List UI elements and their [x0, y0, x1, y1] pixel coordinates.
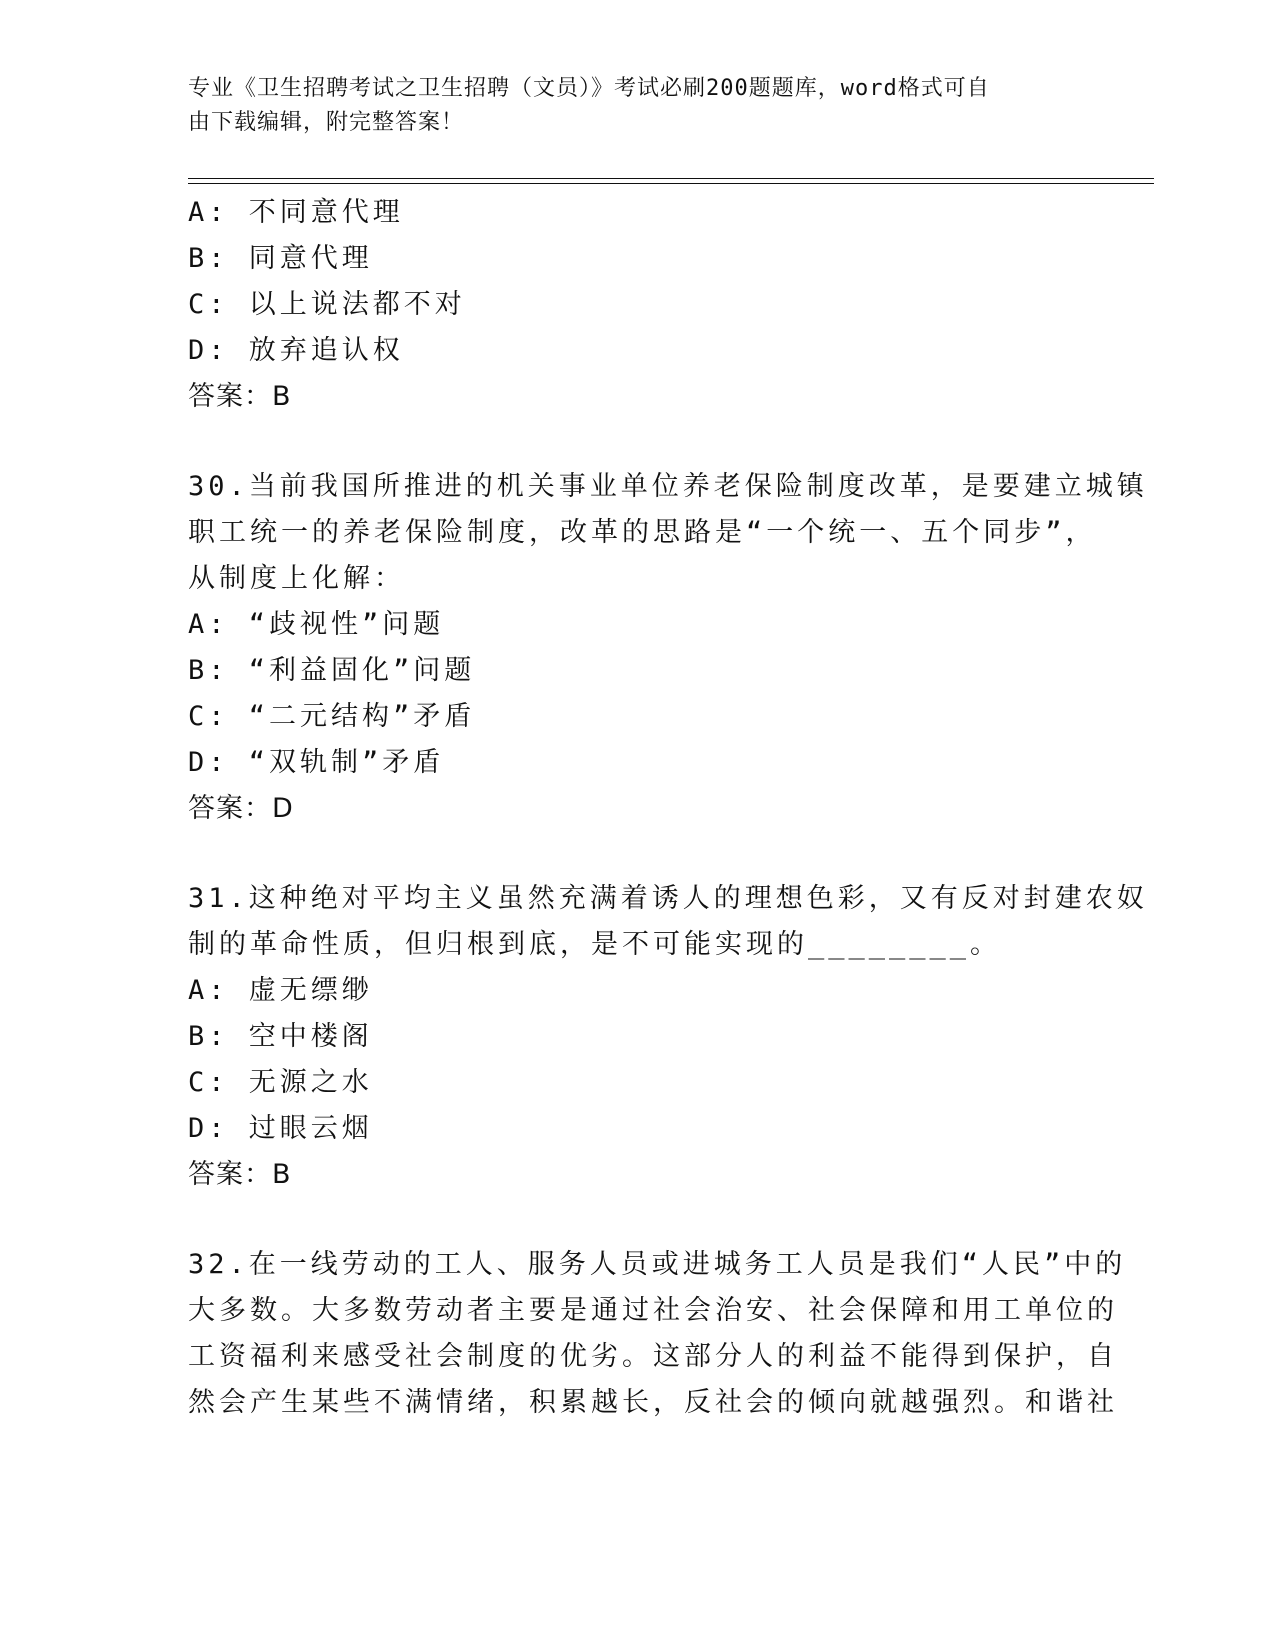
option-b: B: 同意代理: [188, 243, 373, 274]
option-d: D: 放弃追认权: [188, 335, 404, 366]
question-stem-line: 30.当前我国所推进的机关事业单位养老保险制度改革，是要建立城镇: [188, 471, 1148, 502]
option-c: C: “二元结构”矛盾: [188, 701, 476, 732]
option-c: C: 无源之水: [188, 1067, 373, 1098]
header-divider-bottom: [188, 183, 1154, 184]
answer-line: 答案：B: [188, 381, 292, 412]
question-stem-line: 大多数。大多数劳动者主要是通过社会治安、社会保障和用工单位的: [188, 1295, 1118, 1326]
question-stem-line: 然会产生某些不满情绪，积累越长，反社会的倾向就越强烈。和谐社: [188, 1387, 1118, 1418]
question-stem-line: 从制度上化解：: [188, 563, 405, 594]
question-stem-line: 职工统一的养老保险制度，改革的思路是“一个统一、五个同步”，: [188, 517, 1097, 548]
answer-line: 答案：D: [188, 793, 294, 824]
question-29: [188, 190, 1088, 420]
option-b: B: “利益固化”问题: [188, 655, 476, 686]
option-b: B: 空中楼阁: [188, 1021, 373, 1052]
header-divider-top: [188, 178, 1154, 179]
option-d: D: “双轨制”矛盾: [188, 747, 445, 778]
option-a: A: 不同意代理: [188, 197, 404, 228]
question-stem-line: 31.这种绝对平均主义虽然充满着诱人的理想色彩，又有反对封建农奴: [188, 883, 1148, 914]
option-a: A: “歧视性”问题: [188, 609, 445, 640]
option-d: D: 过眼云烟: [188, 1113, 373, 1144]
question-stem-line: 32.在一线劳动的工人、服务人员或进城务工人员是我们“人民”中的: [188, 1249, 1127, 1280]
question-30: [188, 464, 1148, 832]
question-list: [188, 190, 1148, 1426]
document-header: [188, 72, 1068, 140]
question-32: [188, 1242, 1127, 1426]
question-31: [188, 876, 1148, 1198]
answer-line: 答案：B: [188, 1159, 292, 1190]
question-stem-line: 制的革命性质，但归根到底，是不可能实现的________。: [188, 929, 1002, 960]
header-title-line-1: 专业《卫生招聘考试之卫生招聘（文员）》考试必刷200题题库，word格式可自: [188, 76, 990, 101]
question-stem-line: 工资福利来感受社会制度的优劣。这部分人的利益不能得到保护，自: [188, 1341, 1118, 1372]
header-title-line-2: 由下载编辑，附完整答案！: [188, 110, 465, 135]
option-c: C: 以上说法都不对: [188, 289, 466, 320]
option-a: A: 虚无缥缈: [188, 975, 373, 1006]
